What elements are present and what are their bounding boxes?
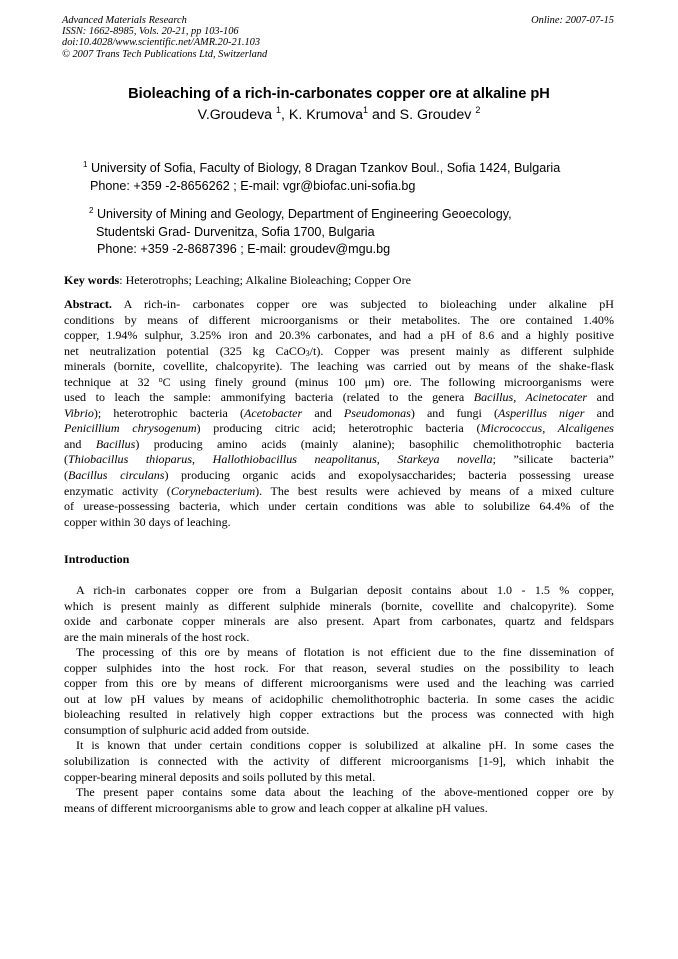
abstract-line: technique at 32 $^o$C using finely ground (minus 100 μm) ore. The following microorganisms were [64, 374, 615, 389]
issn-line: ISSN: 1662-8985, Vols. 20-21, pp 103-106 [62, 26, 239, 38]
journal-header [62, 15, 618, 60]
paragraph-line: means of different microorganisms able to grow and leach copper at alkaline pH values. [64, 800, 488, 815]
abstract-label: Abstract. [64, 297, 112, 311]
abstract-line: Penicillium chrysogenum) producing citric acid; heterotrophic bacteria (Micrococcus, Alcaligenes [64, 421, 614, 436]
abstract [64, 297, 614, 530]
affil-institution: University of Sofia, Faculty of Biology, 8 Dragan Tzankov Boul., Sofia 1424, Bulgaria [90, 161, 561, 175]
introduction-body [64, 583, 614, 816]
affil-address: Studentski Grad- Durvenitza, Sofia 1700, Bulgaria [96, 224, 375, 239]
journal-name: Advanced Materials Research [62, 15, 187, 26]
affil-institution: University of Mining and Geology, Department of Engineering Geoecology, [96, 207, 512, 221]
abstract-line: (Bacillus circulans) producing organic acids and exopolysaccharides; bacteria possessing urease [64, 468, 614, 483]
affiliation-1 [83, 160, 560, 195]
paragraph-line: out at low pH values by means of acidophilic chemolithotrophic bacteria. In some cases the acidic [64, 691, 614, 706]
abstract-line: enzymatic activity (Corynebacterium). The best results were achieved by means of a mixed culture [64, 483, 614, 498]
author-groudeva: V.Groudeva [197, 107, 277, 123]
affil-contact: Phone: +359 -2-8656262 ; E-mail: vgr@biofac.uni-sofia.bg [90, 178, 416, 193]
author-groudev: and S. Groudev [368, 107, 476, 123]
affil-mark: 1 [83, 160, 88, 169]
abstract-line: Abstract. A rich-in- carbonates copper ore was subjected to bioleaching under alkaline pH [64, 297, 614, 311]
paragraph-line: copper-bearing mineral deposits and soils polluted by this metal. [64, 769, 376, 784]
author-affil-mark: 2 [475, 105, 481, 115]
paragraph-line: The processing of this ore by means of flotation is not efficient due to the fine dissemination of [76, 645, 614, 660]
keywords [64, 273, 614, 289]
keywords-text: : Heterotrophs; Leaching; Alkaline Bioleaching; Copper Ore [119, 273, 411, 287]
paragraph-line: The present paper contains some data about the leaching of the above-mentioned copper ore by [76, 785, 614, 800]
paragraph [64, 645, 614, 738]
author-krumova: , K. Krumova [281, 107, 364, 123]
abstract-line: of urease-possessing bacteria, which under certain conditions was able to solubilize 64.4% of the [64, 499, 614, 514]
copyright-line: © 2007 Trans Tech Publications Ltd, Switzerland [62, 48, 268, 60]
author-list [0, 107, 678, 123]
abstract-line: conditions by means of different microorganisms or their metabolites. The ore contained 1.40% [64, 312, 614, 327]
section-heading-introduction: Introduction [64, 552, 130, 566]
paragraph-line: solubilization is connected with the activity of different microorganisms [1-9], which inhabit the [64, 754, 614, 769]
paragraph-line: bioleaching resulted in relatively high copper extractions but the process was connected with high [64, 707, 614, 722]
abstract-line: copper, 1.94% sulphur, 3.25% iron and 20.3% carbonates, and had a pH of 8.6 and a highly positive [64, 328, 614, 343]
paragraph [64, 583, 614, 645]
paragraph-line: copper sulphides into the host rock. For that reason, several studies on the possibility to leach [64, 660, 614, 675]
affil-mark: 2 [89, 206, 94, 215]
online-date: Online: 2007-07-15 [531, 15, 614, 26]
keywords-label: Key words [64, 273, 120, 287]
doi-line: doi:10.4028/www.scientific.net/AMR.20-21.103 [62, 37, 261, 49]
paragraph-line: oxide and carbonate copper minerals are also present. Apart from carbonates, quartz and feldspars [64, 614, 614, 629]
author-affil-mark: 1 [363, 105, 369, 115]
abstract-line: copper within 30 days of leaching. [64, 514, 231, 529]
paragraph-line: It is known that under certain conditions copper is solubilized at alkaline pH. In some cases the [76, 738, 614, 753]
paragraph-line: are the main minerals of the host rock. [64, 629, 250, 644]
affil-contact: Phone: +359 -2-8687396 ; E-mail: groudev@mgu.bg [97, 242, 391, 256]
paragraph [64, 738, 614, 785]
paragraph-line: consumption of sulphuric acid added from outside. [64, 722, 310, 737]
affiliation-2 [89, 206, 512, 259]
abstract-line: net neutralization potential (325 kg CaCO$_3$/t). Copper was present mainly as different sulphide [64, 343, 614, 358]
paragraph [64, 785, 614, 816]
abstract-line: used to leach the sample: ammonifying bacteria (related to the genera Bacillus, Acinetocater and [64, 390, 614, 405]
abstract-line: minerals (bornite, covellite, chalcopyrite). The leaching was carried out by means of the shake-flask [64, 359, 614, 374]
author-affil-mark: 1 [276, 105, 282, 115]
paragraph-line: copper from this ore by means of different microorganisms were used and the leaching was carried [64, 676, 614, 691]
paper-title: Bioleaching of a rich-in-carbonates copper ore at alkaline pH [128, 86, 550, 102]
paragraph-line: A rich-in carbonates copper ore from a Bulgarian deposit contains about 1.0 - 1.5 % copper, [76, 583, 614, 597]
abstract-line: Vibrio); heterotrophic bacteria (Acetobacter and Pseudomonas) and fungi (Asperillus niger and [64, 405, 614, 420]
abstract-line: (Thiobacillus thioparus, Hallothiobacillus neapolitanus, Starkeya novella; ”silicate bacteria” [64, 452, 614, 467]
paragraph-line: which is present mainly as different sulphide minerals (bornite, covellite and chalcopyrite). Some [64, 598, 614, 613]
abstract-line: and Bacillus) producing amino acids (mainly alanine); basophilic chemolithotrophic bacteria [64, 436, 615, 451]
